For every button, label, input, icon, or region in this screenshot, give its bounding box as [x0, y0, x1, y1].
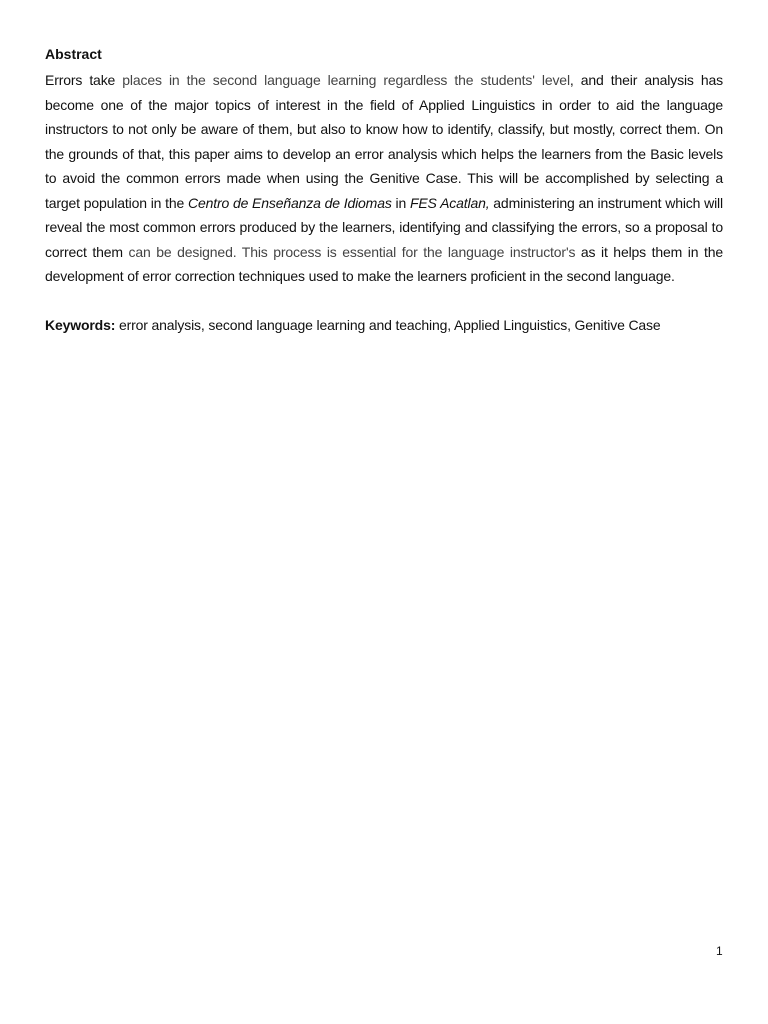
document-page: [45, 44, 723, 335]
keywords-label: Keywords:: [45, 316, 116, 333]
abstract-text: can be designed. This process is essential for the language instructor's: [128, 243, 576, 260]
abstract-heading: Abstract: [45, 46, 102, 62]
abstract-text: as it helps them in the development of error correction techniques used to make the learners proficient in the second language.: [45, 243, 723, 284]
page-number: 1: [716, 944, 723, 958]
abstract-text: in: [391, 194, 410, 211]
abstract-text: administering an instrument which will reveal the most common errors produced by the learners, identifying and classifying the errors, so a proposal to correct them: [45, 194, 723, 260]
abstract-text: places in the second language learning regardless the students' level: [122, 72, 570, 88]
abstract-paragraph: [45, 68, 723, 289]
abstract-text: Errors take: [45, 72, 123, 88]
campus-name: FES Acatlan,: [409, 194, 490, 211]
abstract-text: , and their analysis has become one of the major topics of interest in the field of Applied Linguistics in order to aid the language instructors to not only be aware of them, but also to know how to identify, classify, but mostly, correct them. On the grounds of that, this paper aims to develop an error analysis which helps the learners from the Basic levels to avoid the common errors made when using the Genitive Case. This will be accomplished by selecting a target population in the: [45, 72, 723, 211]
keywords-value: error analysis, second language learning and teaching, Applied Linguistics, Genitive Case: [115, 316, 661, 333]
institution-name: Centro de Enseñanza de Idiomas: [187, 194, 392, 211]
keywords-line: [45, 315, 723, 335]
